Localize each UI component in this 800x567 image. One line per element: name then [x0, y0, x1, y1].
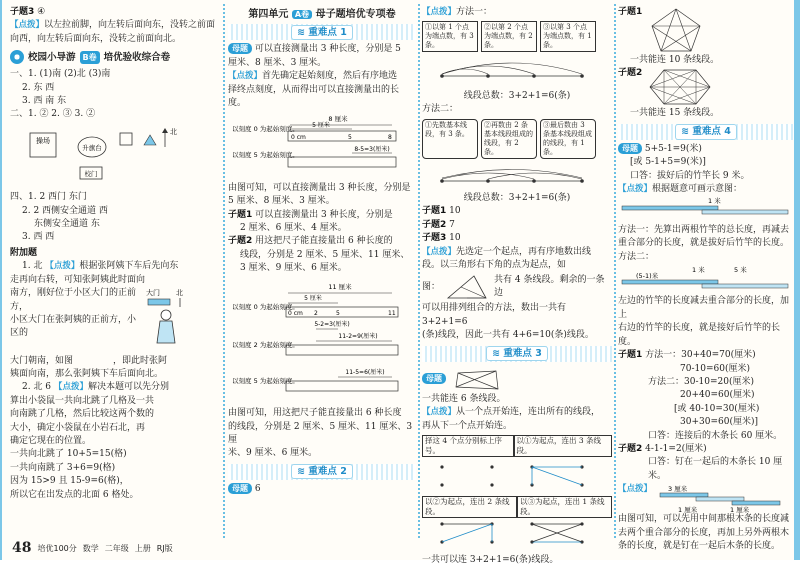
extra-1-answer: 1. 北 [22, 261, 43, 272]
tip-text: 所以它在出发点的北面 6 格处。 [10, 489, 139, 500]
ruler-label: 以刻度 5 为起始刻度。 [232, 151, 299, 160]
sub2-answer: 一共能连 15 条线段。 [630, 108, 720, 119]
segment-total: 线段总数：3+2+1=6(条) [463, 90, 571, 101]
answer-text: [或 40-10=30(厘米) [674, 403, 760, 414]
method-label: 方法二： [422, 104, 459, 115]
unit-subtitle: 母子题培优专项卷 [315, 9, 396, 20]
sub2-label: 子题2 [422, 219, 447, 230]
ruler-tick-zero: 0 cm [291, 134, 306, 142]
method-step: ①先数基本线段，有 3 条。 [422, 119, 478, 159]
ruler-label: 以刻度 5 为起始刻度。 [232, 376, 299, 385]
tip-text: 共有 4 条线段。剩余的一条边 [494, 275, 605, 299]
pole-label: 5 米 [734, 266, 747, 275]
ruler-tick-five: 5 [348, 134, 352, 142]
method-step: ③最后数由 3 条基本线段组成的线段，有 1 条。 [540, 119, 596, 159]
sub1-answer: 10 [449, 206, 461, 217]
segment-diagram-2 [422, 161, 608, 187]
answer-text: 可以直接测量出 3 种长度，分别是 5 [254, 44, 401, 55]
sub1-answer: 一共能连 10 条线段。 [630, 55, 720, 65]
conclusion-text: 米、9 厘米、6 厘米。 [228, 448, 318, 459]
unit-title: 第四单元 A卷 母子题培优专项卷 [248, 9, 396, 20]
tip-tag: 【点拨】 [45, 261, 80, 272]
book-name: 培优100分 [37, 543, 77, 553]
ruler-diagram-2 [228, 279, 416, 404]
tip-text: 段。以三角形右下角的点为起点，如 [422, 260, 567, 271]
tip-text: 可以用排列组合的方法，数出一共有 3+2+1=6 [422, 303, 567, 327]
page-footer [12, 540, 173, 556]
method-step: ②再数由 2 条基本线段组成的线段，有 2 条。 [481, 119, 537, 159]
sub2-label: 子题2 [618, 443, 643, 454]
answer-text: 口答：钉在一起后的木条长 10 厘米。 [648, 457, 783, 481]
method-text: 左边的竹竿的长度减去重合部分的长度，加上 [618, 296, 790, 320]
tip-text: 向南跳了几格，然后比较这两个数的 [10, 409, 155, 420]
tip-text: 确定它现在的位置。 [10, 435, 92, 446]
ruler-length: 5 厘米 [304, 294, 322, 302]
answer-text: 线段，分别是 2 厘米、5 厘米、11 厘米、 [240, 249, 410, 260]
tip-text: 根据张阿姨下车后先向东 [79, 261, 179, 272]
answer-text: 一共能连 6 条线段。 [422, 393, 506, 404]
ruler-tick-two: 2 [314, 309, 318, 317]
method-step: ③以第 3 个点为端点数，有 1 条。 [540, 21, 596, 52]
answer-line: 东侧安全通道 东 [34, 219, 100, 230]
sub3-label: 子题3 [10, 7, 35, 17]
answer-line: 2. 2 西侧安全通道 西 [22, 205, 108, 216]
connect-diagram-1 [422, 457, 608, 491]
method-label: 方法一： [456, 7, 493, 17]
flower-icon [10, 50, 24, 64]
figure-north-label: 北 [176, 289, 183, 298]
method-text: 方法一：先算出两根竹竿的总长度，再减去 [618, 224, 790, 235]
answer-line: 3. 西 南 东 [22, 96, 67, 107]
tip-text: 姨面向南，那么张阿姨下车后面向北。 [10, 368, 164, 379]
ruler-equation: 5-2=3(厘米) [314, 320, 350, 328]
answer-text: 可以直接测量出 3 种长度，分别是 [255, 209, 393, 220]
strip-label: 1 厘米 [730, 506, 750, 515]
tip-text: 图： [422, 281, 441, 292]
answer-text: 2 厘米、6 厘米、4 厘米。 [240, 223, 347, 234]
segment-diagram-1 [422, 54, 608, 84]
segment-total: 线段总数：3+2+1=6(条) [463, 193, 571, 204]
conclusion-text: 由图可知，可以先用中间那根木条的长度减 [618, 514, 790, 525]
tip-text: 一共向北跳了 10+5=15(格) [10, 449, 127, 460]
answer-text: [或 5-1+5=9(米)] [630, 157, 706, 168]
sub2-label: 子题2 [618, 68, 643, 79]
conclusion-text: 去两个重合部分的长度，再加上另外两根木 [618, 527, 790, 538]
pole-label: 1 米 [692, 266, 705, 275]
sub1-label: 子题1 [618, 7, 643, 17]
tip-tag: 【点拨】 [422, 407, 457, 418]
tip-tag: 【点拨】 [618, 184, 653, 195]
answer-line: 二、1. ② 2. ③ 3. ② [10, 109, 96, 120]
step-note: 以②为起点，连出 2 条线段。 [422, 496, 517, 518]
method-text: 右边的竹竿的长度，就是接好后竹竿的长度。 [618, 323, 781, 347]
step-note: 以③为起点，连出 1 条线段。 [517, 496, 612, 518]
answer-text: 口答：连接后的木条长 60 厘米。 [648, 430, 783, 441]
mother-tag: 母题 [618, 143, 642, 154]
conclusion-text: 由图可知，可以直接测量出 3 种长度，分别是 [228, 182, 411, 193]
map-gate-label: 校门 [84, 169, 98, 178]
ruler-equation: 11-5=6(厘米) [345, 368, 385, 376]
tip-tag: 【点拨】 [228, 71, 263, 82]
conclusion-text: 条的长度，就是钉在一起后木条的长度。 [618, 540, 781, 551]
method1-boxes [422, 21, 612, 52]
answer-line: 一、1. (1)南 (2)北 (3)南 [10, 69, 111, 80]
ruler-tick-five: 5 [336, 309, 340, 317]
ruler-tick-eight: 8 [388, 134, 392, 142]
tip-text: ，即此时张阿 [113, 355, 168, 366]
ruler-label: 以刻度 2 为起始刻度。 [232, 340, 299, 349]
answer-line: 3. 西 西 [22, 232, 55, 243]
connect-steps-row-2 [422, 496, 612, 518]
column-1 [10, 6, 222, 538]
pole-label: (5-1)米 [636, 272, 659, 281]
answer-text: 30+30=60(厘米)] [680, 417, 758, 428]
method-label: 方法二： [618, 251, 655, 262]
page-number: 48 [12, 540, 32, 556]
tip-tag: 【点拨】 [422, 246, 457, 257]
conclusion-text: 5 厘米、8 厘米、3 厘米。 [228, 196, 335, 207]
tip-text: 小区大门在张阿姨的正前方，小区的 [10, 314, 137, 339]
sub1-label: 子题1 [422, 206, 447, 217]
gate-figure [142, 287, 202, 354]
strip-label: 1 厘米 [678, 506, 698, 515]
unit-badge: A卷 [292, 10, 312, 19]
tip-tag: 【点拨】 [618, 484, 653, 495]
answer-text: 6 [254, 483, 261, 494]
mother-tag: 母题 [228, 43, 252, 54]
edition: RJ版 [156, 543, 173, 553]
key-point-3-banner: ≋ 重难点 3 [422, 346, 612, 362]
sub2-answer: 7 [449, 219, 455, 230]
ruler-label: 以刻度 0 为起始刻度。 [232, 302, 299, 311]
ruler-label: 以刻度 0 为起始刻度。 [232, 125, 299, 134]
tip-text: 解决本题可以先分别 [87, 382, 169, 393]
mother-tag: 母题 [422, 373, 446, 384]
tip-text: 南方，刚好位于小区大门的正前方， [10, 288, 137, 312]
sub3-label: 子题3 [422, 233, 447, 244]
wood-strip-figure [656, 483, 786, 513]
sub1-label: 子题1 [618, 350, 643, 361]
tip-text: 首先确定起始刻度，然后有序地选 [262, 71, 398, 82]
guide-badge: B卷 [80, 51, 100, 64]
four-point-figure [452, 365, 502, 393]
extra-title: 附加题 [10, 247, 38, 258]
tip-tag: 【点拨】 [422, 7, 457, 17]
answer-text: 方法二：30-10=20(厘米) [648, 376, 754, 387]
ruler-length: 11 厘米 [328, 282, 352, 291]
sub2-label: 子题2 [228, 236, 253, 247]
key-point-1-banner: ≋ 重难点 1 [228, 24, 416, 40]
answer-text: 4-1-1=2(厘米) [645, 443, 707, 454]
campus-map [10, 125, 222, 188]
key-point-4-banner: ≋ 重难点 4 [618, 124, 794, 140]
ruler-equation: 8-5=3(厘米) [354, 146, 390, 154]
tip-text: 走再向右转，可知张阿姨此时面向 [10, 274, 146, 285]
hexagon-figure [648, 67, 712, 107]
answer-text: 方法一：30+40=70(厘米) [645, 350, 756, 361]
ruler-length: 5 厘米 [312, 122, 330, 130]
column-3 [422, 6, 612, 565]
method-step: ①以第 1 个点为端点数，有 3 条。 [422, 21, 478, 52]
tip-text: 大门朝南，如图 [10, 355, 74, 366]
strip-label: 3 厘米 [668, 485, 688, 494]
tip-tag: 【点拨】 [10, 20, 45, 31]
triangle-figure [444, 272, 490, 302]
connect-steps-row-1 [422, 435, 612, 457]
answer-text: 口答：拔好后的竹竿长 9 米。 [630, 170, 750, 181]
pole-label: 1 米 [708, 197, 721, 206]
answer-text: 厘米、8 厘米、3 厘米。 [228, 57, 327, 68]
column-divider [614, 4, 616, 538]
answer-text: 20+40=60(厘米) [680, 390, 755, 401]
map-north-label: 北 [170, 127, 177, 136]
key-point-2-banner: ≋ 重难点 2 [228, 464, 416, 480]
answer-line: 四、1. 2 西门 东门 [10, 192, 87, 203]
connect-total: 一共可以连 3+2+1=6(条)线段。 [422, 554, 559, 565]
tip-text: 因为 15>9 且 15-9=6(格)， [10, 476, 129, 487]
answer-text: 用这把尺子能直接量出 6 种长度的 [255, 236, 393, 247]
tip-text: 从一个点开始连，连出所有的线段， [456, 407, 601, 418]
column-4 [618, 6, 794, 551]
answer-text: 3 厘米、9 厘米、6 厘米。 [240, 263, 347, 274]
guide-title-row [10, 50, 222, 64]
guide-title: 校园小导游 [28, 51, 76, 63]
column-divider [418, 4, 420, 538]
map-field-label: 操场 [36, 136, 50, 145]
ruler-length: 8 厘米 [328, 115, 348, 124]
column-2 [228, 6, 416, 538]
tip-text: 一共向南跳了 3+6=9(格) [10, 462, 116, 473]
tip-text: 先选定一个起点，再有序地数出线 [456, 246, 592, 257]
step-note: 以①为起点，连出 3 条线段。 [514, 435, 612, 457]
grade: 二年级 [104, 543, 129, 553]
sub1-label: 子题1 [228, 209, 253, 220]
tip-text: 根据题意可画示意图： [652, 184, 743, 195]
pole-figure-2 [618, 264, 792, 290]
column-divider [223, 4, 225, 538]
figure-gate-label: 大门 [146, 289, 160, 298]
guide-subtitle: 培优验收综合卷 [103, 51, 171, 63]
pole-figure-1 [618, 196, 792, 218]
conclusion-text: 的线段，分别是 2 厘米、5 厘米、11 厘米、3 厘 [228, 421, 413, 445]
tip-text: 择终点刻度，从而得出可以直接测量出的长度。 [228, 84, 400, 109]
ruler-diagram-1 [228, 113, 416, 178]
method2-boxes [422, 119, 612, 159]
method-step: ②以第 2 个点为端点数，有 2 条。 [481, 21, 537, 52]
ruler-tick-zero: 0 cm [288, 309, 303, 317]
answer-text: 5+5-1=9(米) [644, 143, 702, 154]
tip-text: (条)线段，因此一共有 4+6=10(条)线段。 [422, 330, 594, 341]
sub3-answer: 10 [449, 233, 461, 244]
ruler-equation: 11-2=9(厘米) [338, 332, 378, 340]
tip-text: 再从下一个点开始连。 [422, 420, 513, 431]
answer-line: 2. 东 西 [22, 82, 55, 93]
term: 上册 [134, 543, 151, 553]
step-note: 择这 4 个点分别标上序号。 [422, 435, 514, 457]
method-text: 重合部分的长度，就是拔好后竹竿的长度。 [618, 238, 790, 249]
conclusion-text: 由图可知，用这把尺子能直接量出 6 种长度 [228, 408, 402, 419]
tip-text: 以左拉前脚，向左转后面向东，没转之前面向西，向左转后面向东，没转之前面向北。 [10, 20, 216, 44]
ruler-tick-eleven: 11 [388, 309, 396, 317]
connect-diagram-2 [422, 518, 608, 548]
sub3-answer: ④ [37, 7, 46, 17]
subject: 数学 [82, 543, 99, 553]
tip-tag: 【点拨】 [53, 382, 88, 393]
mother-tag: 母题 [228, 483, 252, 494]
pentagon-figure [648, 6, 704, 54]
extra-2-answer: 2. 北 6 [22, 382, 52, 393]
map-flag-label: 升旗台 [82, 143, 102, 152]
answer-text: 70-10=60(厘米) [680, 363, 750, 374]
tip-text: 大小，确定小袋鼠在小岩石北，再 [10, 422, 146, 433]
tip-text: 算出小袋鼠一共向北跳了几格及一共 [10, 395, 155, 406]
